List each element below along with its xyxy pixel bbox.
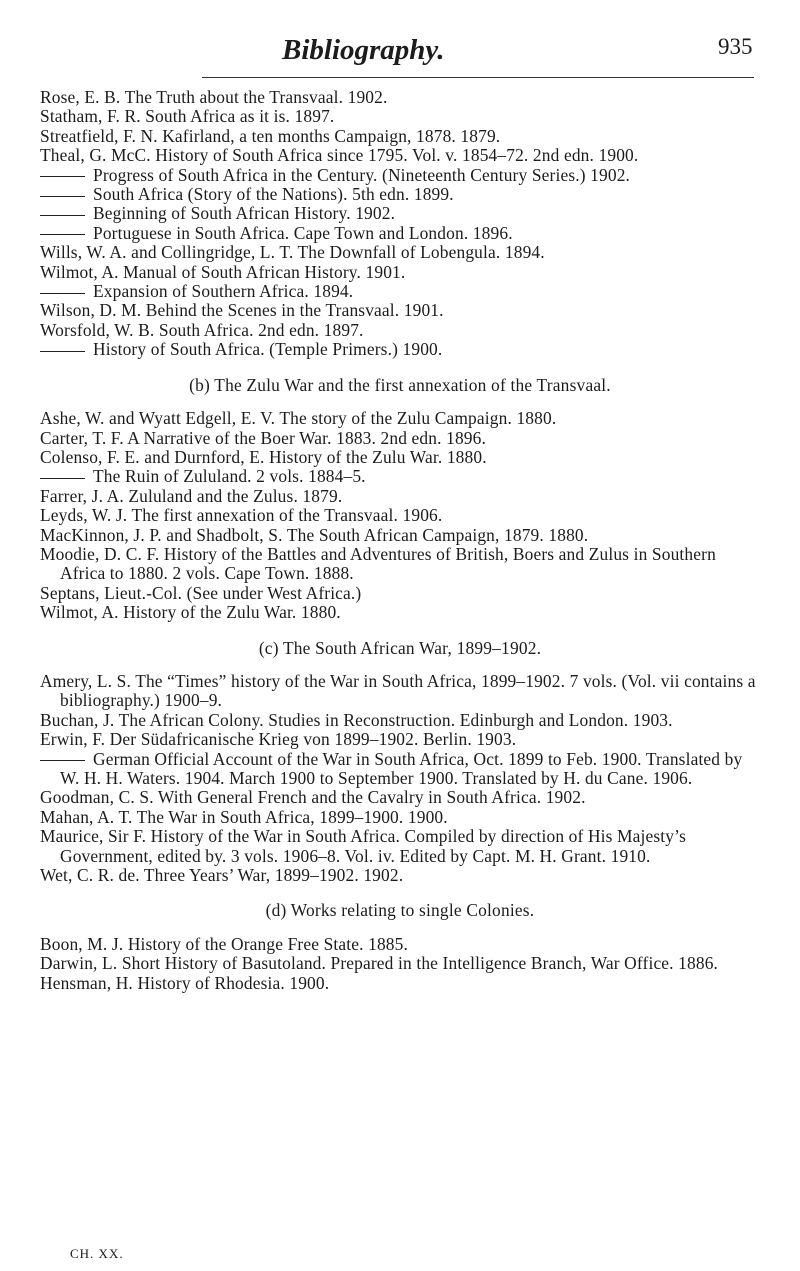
entry-author: Goodman, C. S. <box>40 787 154 808</box>
entry-author: Colenso, F. E. and Durnford, E. <box>40 446 265 467</box>
entry-author: Wilson, D. M. <box>40 300 142 321</box>
entry-text: Beginning of South African History. 1902. <box>93 203 396 224</box>
bibliography-entry <box>40 827 760 866</box>
bibliography-entry <box>40 243 760 262</box>
entry-text: History of the Zulu War. 1880. <box>268 446 487 467</box>
bibliography-entry <box>40 935 760 954</box>
ditto-dash <box>40 351 85 352</box>
ditto-dash <box>40 176 85 177</box>
bibliography-entry <box>40 127 760 146</box>
bibliography-entry <box>40 204 760 223</box>
entry-text: Zululand and the Zulus. 1879. <box>128 485 343 506</box>
entry-text: History of the Battles and Adventures of British, Boers and Zulus in Southern Africa to 1880. 2 vols. Cape Town. 1888. <box>60 543 716 584</box>
ditto-dash <box>40 234 85 235</box>
entry-text: With General French and the Cavalry in South Africa. 1902. <box>157 787 586 808</box>
entry-text: The story of the Zulu Campaign. 1880. <box>279 408 557 429</box>
page-number: 935 <box>718 34 753 59</box>
entry-text: Three Years’ War, 1899–1902. 1902. <box>143 865 404 886</box>
bibliography-entry <box>40 301 760 320</box>
bibliography-entry <box>40 584 760 603</box>
entry-text: History of the Zulu War. 1880. <box>123 602 341 623</box>
running-head <box>0 34 800 74</box>
section-heading: (b) The Zulu War and the first annexation of the Transvaal. <box>189 374 611 395</box>
entry-text: German Official Account of the War in South Africa, Oct. 1899 to Feb. 1900. Translated by W. H. H. Waters. 1904. March 1900 to September 1900. Translated by H. du Cane. 1906. <box>60 748 743 788</box>
bibliography-entry <box>40 750 760 789</box>
bibliography-entry <box>40 340 760 359</box>
entry-text: History of Rhodesia. 1900. <box>137 972 330 993</box>
bibliography-entry <box>40 448 760 467</box>
entry-author: Buchan, J. <box>40 709 115 730</box>
entry-author: Boon, M. J. <box>40 933 124 954</box>
ditto-dash <box>40 478 85 479</box>
ditto-dash <box>40 196 85 197</box>
bibliography-entry <box>40 282 760 301</box>
entry-text: Expansion of Southern Africa. 1894. <box>93 281 354 302</box>
bibliography-entry <box>40 409 760 428</box>
bibliography-entry <box>40 974 760 993</box>
bibliography-entry <box>40 526 760 545</box>
entry-text: Progress of South Africa in the Century. (Nineteenth Century Series.) 1902. <box>93 164 631 185</box>
entry-text: The South African Campaign, 1879. 1880. <box>286 524 589 545</box>
entry-author: Septans, Lieut.-Col. <box>40 582 183 603</box>
bibliography-entry <box>40 166 760 185</box>
bibliography-entry <box>40 603 760 622</box>
ditto-dash <box>40 760 85 761</box>
bibliography-entry <box>40 107 760 126</box>
entry-text: The Ruin of Zululand. 2 vols. 1884–5. <box>93 466 366 487</box>
bibliography-entry <box>40 954 760 973</box>
entry-text: Der Südafricanische Krieg von 1899–1902. Berlin. 1903. <box>109 729 517 750</box>
entry-text: South Africa as it is. 1897. <box>145 106 335 127</box>
entry-text: South Africa. 2nd edn. 1897. <box>158 319 364 340</box>
entry-author: Wilmot, A. <box>40 602 119 623</box>
entry-author: Theal, G. McC. <box>40 145 151 166</box>
entry-author: Farrer, J. A. <box>40 485 124 506</box>
bibliography-entry <box>40 866 760 885</box>
entry-author: Leyds, W. J. <box>40 505 128 526</box>
ditto-dash <box>40 215 85 216</box>
entry-text: History of South Africa. (Temple Primers.) 1900. <box>93 339 443 360</box>
bibliography-entry <box>40 467 760 486</box>
header-rule <box>202 77 754 78</box>
entry-author: Darwin, L. <box>40 953 118 974</box>
bibliography-entry <box>40 711 760 730</box>
section-heading: (d) Works relating to single Colonies. <box>265 900 535 921</box>
entry-text: The Truth about the Transvaal. 1902. <box>124 87 388 107</box>
entry-author: Amery, L. S. <box>40 670 131 691</box>
bibliography-entry <box>40 88 760 107</box>
bibliography-entry <box>40 429 760 448</box>
entry-author: Statham, F. R. <box>40 106 141 127</box>
bibliography-entry <box>40 146 760 165</box>
entry-text: South Africa (Story of the Nations). 5th edn. 1899. <box>93 184 454 205</box>
entry-text: The Downfall of Lobengula. 1894. <box>297 242 545 263</box>
entry-text: Behind the Scenes in the Transvaal. 1901. <box>145 300 444 321</box>
entry-author: MacKinnon, J. P. and Shadbolt, S. <box>40 524 283 545</box>
entry-text: A Narrative of the Boer War. 1883. 2nd edn. 1896. <box>127 427 486 448</box>
entry-author: Hensman, H. <box>40 972 133 993</box>
entry-text: Manual of South African History. 1901. <box>123 261 406 282</box>
bibliography-entry <box>40 506 760 525</box>
entry-author: Maurice, Sir F. <box>40 826 147 847</box>
entry-text: Kafirland, a ten months Campaign, 1878. 1879. <box>162 125 501 146</box>
entry-author: Carter, T. F. <box>40 427 124 448</box>
entry-author: Worsfold, W. B. <box>40 319 155 340</box>
entry-author: Wills, W. A. and Collingridge, L. T. <box>40 242 294 263</box>
bibliography-body <box>40 88 760 993</box>
entry-text: History of the War in South Africa. Compiled by direction of His Majesty’s Government, edited by. 3 vols. 1906–8. Vol. iv. Edited by Capt. M. H. Grant. 1910. <box>60 826 687 866</box>
entry-author: Mahan, A. T. <box>40 806 133 827</box>
bibliography-entry <box>40 808 760 827</box>
entry-text: History of South Africa since 1795. Vol. v. 1854–72. 2nd edn. 1900. <box>155 145 639 166</box>
bibliography-entry <box>40 185 760 204</box>
ditto-dash <box>40 293 85 294</box>
page-title: Bibliography. <box>282 34 445 66</box>
bibliography-entry <box>40 487 760 506</box>
chapter-signature: CH. XX. <box>70 1246 124 1261</box>
bibliography-entry <box>40 224 760 243</box>
entry-author: Rose, E. B. <box>40 87 121 107</box>
entry-text: Portuguese in South Africa. Cape Town and London. 1896. <box>93 222 513 243</box>
bibliography-entry <box>40 788 760 807</box>
entry-text: The first annexation of the Transvaal. 1906. <box>131 505 443 526</box>
entry-author: Moodie, D. C. F. <box>40 543 160 564</box>
entry-author: Streatfield, F. N. <box>40 125 158 146</box>
bibliography-entry <box>40 545 760 584</box>
entry-text: (See under West Africa.) <box>186 582 362 603</box>
entry-text: History of the Orange Free State. 1885. <box>127 933 408 954</box>
entry-text: The African Colony. Studies in Reconstruction. Edinburgh and London. 1903. <box>118 709 673 730</box>
entry-text: Short History of Basutoland. Prepared in the Intelligence Branch, War Office. 1886. <box>121 953 719 974</box>
entry-author: Erwin, F. <box>40 729 106 750</box>
entry-author: Ashe, W. and Wyatt Edgell, E. V. <box>40 408 276 429</box>
entry-text: The War in South Africa, 1899–1900. 1900. <box>136 806 448 827</box>
bibliography-entry <box>40 263 760 282</box>
entry-text: The “Times” history of the War in South Africa, 1899–1902. 7 vols. (Vol. vii contains a bibliography.) 1900–9. <box>60 670 756 711</box>
entry-author: Wet, C. R. de. <box>40 865 140 886</box>
entry-author: Wilmot, A. <box>40 261 119 282</box>
bibliography-entry <box>40 321 760 340</box>
section-heading: (c) The South African War, 1899–1902. <box>258 637 542 658</box>
bibliography-entry <box>40 730 760 749</box>
bibliography-entry <box>40 672 760 711</box>
